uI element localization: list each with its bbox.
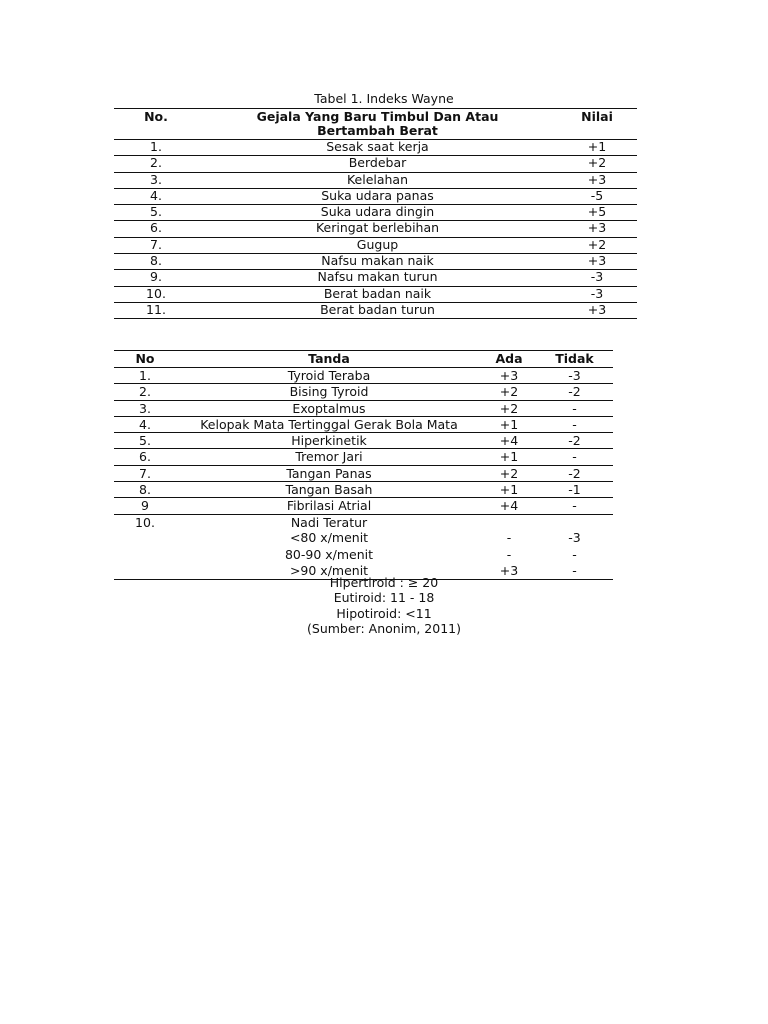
table-cell: - — [506, 530, 512, 546]
table-cell: - — [572, 449, 577, 465]
note-eutiroid: Eutiroid: 11 - 18 — [333, 590, 435, 606]
table-cell: -5 — [590, 187, 604, 203]
table1-header-gejala: Gejala Yang Baru Timbul Dan Atau Bertambah Berat — [256, 109, 499, 138]
table-row — [114, 237, 637, 253]
table-cell: 3. — [139, 400, 151, 416]
table-cell: Nafsu makan turun — [317, 269, 438, 285]
table-cell: +1 — [499, 482, 519, 498]
table-cell: Kelelahan — [346, 171, 409, 187]
table-row — [114, 140, 637, 156]
table-cell: +3 — [499, 368, 519, 383]
table-cell: +3 — [587, 220, 607, 236]
table-cell: 80-90 x/menit — [284, 546, 374, 562]
table-row — [114, 188, 637, 204]
table-cell: >90 x/menit — [289, 563, 369, 579]
signs-table — [114, 350, 613, 580]
table-cell: Tangan Panas — [286, 465, 372, 481]
table-cell: Tremor Jari — [295, 449, 363, 465]
table-row — [114, 205, 637, 221]
table-cell — [536, 514, 613, 530]
table-cell: 6. — [139, 449, 151, 465]
table-cell: +1 — [587, 139, 607, 154]
table-cell: +2 — [587, 236, 607, 252]
table-cell: Sesak saat kerja — [326, 139, 429, 154]
table-cell: 10. — [135, 514, 155, 530]
table-cell: Fibrilasi Atrial — [286, 498, 372, 514]
table-cell: +3 — [499, 563, 519, 579]
table-row — [114, 254, 637, 270]
note-hipertiroid: Hipertiroid : ≥ 20 — [329, 575, 439, 590]
table-cell — [114, 547, 176, 563]
table-cell: 7. — [150, 236, 162, 252]
table2-header-ada: Ada — [495, 351, 523, 366]
table-cell: Berat badan naik — [323, 285, 432, 301]
table2-header-no: No — [135, 351, 155, 366]
table-row — [114, 221, 637, 237]
note-hipotiroid: Hipotiroid: <11 — [336, 605, 432, 621]
table-cell: +3 — [587, 301, 607, 317]
table-cell: 2. — [150, 155, 162, 171]
table-cell: +2 — [499, 465, 519, 481]
table-cell: +4 — [499, 498, 519, 514]
table1-header-nilai: Nilai — [581, 109, 613, 124]
table-cell: 10. — [146, 285, 166, 301]
table2-header-tidak: Tidak — [555, 351, 594, 366]
table-cell: - — [572, 416, 577, 432]
table-cell: 5. — [139, 433, 151, 449]
table-cell: -2 — [568, 384, 581, 400]
table-cell: 8. — [139, 482, 151, 498]
table-cell: Suka udara dingin — [320, 204, 435, 220]
table-cell: 6. — [150, 220, 162, 236]
table-cell: 7. — [139, 465, 151, 481]
table-cell: Suka udara panas — [321, 187, 434, 203]
table2-header-row — [114, 351, 613, 368]
table-cell: -3 — [590, 269, 604, 285]
table-row — [114, 433, 613, 449]
table-cell: Tyroid Teraba — [287, 368, 371, 383]
table-cell: -3 — [590, 285, 604, 301]
table-cell: +2 — [499, 384, 519, 400]
table-cell: 4. — [150, 187, 162, 203]
table-cell: 9 — [141, 498, 149, 514]
table1-caption: Tabel 1. Indeks Wayne — [314, 91, 454, 106]
table-cell: 5. — [150, 204, 162, 220]
table-row — [114, 400, 613, 416]
table-cell: +2 — [499, 400, 519, 416]
table-row — [114, 416, 613, 432]
table-cell: +2 — [587, 155, 607, 171]
table-cell: Kelopak Mata Tertinggal Gerak Bola Mata — [200, 416, 458, 432]
table-cell: -2 — [568, 433, 581, 449]
table-cell: - — [572, 498, 577, 514]
table-cell: +3 — [587, 171, 607, 187]
table-cell: Hiperkinetik — [291, 433, 367, 449]
table-row — [114, 482, 613, 498]
table-cell — [114, 530, 176, 546]
table-row — [114, 302, 637, 318]
table-cell: +1 — [499, 416, 519, 432]
table-cell: Exoptalmus — [292, 400, 366, 416]
table-cell: 8. — [150, 253, 162, 269]
table-cell: 2. — [139, 384, 151, 400]
table-cell: - — [572, 563, 577, 579]
table-row — [114, 156, 637, 172]
table-cell: - — [572, 400, 577, 416]
table-cell: Berdebar — [348, 155, 407, 171]
table-cell: -2 — [568, 465, 581, 481]
table-row — [114, 498, 613, 514]
table-cell: Tangan Basah — [285, 482, 373, 498]
table-cell: Berat badan turun — [320, 301, 435, 317]
table-cell — [482, 514, 536, 530]
table-cell: 1. — [150, 139, 162, 154]
table1-header-row — [114, 109, 637, 140]
table-cell: +1 — [499, 449, 519, 465]
table-cell: 3. — [150, 171, 162, 187]
table-cell: +5 — [587, 204, 607, 220]
table-cell: -3 — [568, 368, 581, 383]
table-cell: +3 — [587, 253, 607, 269]
table1-header-no: No. — [144, 109, 168, 124]
table-cell: Bising Tyroid — [289, 384, 369, 400]
table-cell: Gugup — [356, 236, 399, 252]
table-cell: +4 — [499, 433, 519, 449]
table-row — [114, 449, 613, 465]
table-cell: 9. — [150, 269, 162, 285]
table-row — [114, 514, 613, 530]
table-cell: 11. — [146, 301, 166, 317]
table-row — [114, 172, 637, 188]
table-cell: Nadi Teratur — [290, 514, 368, 530]
score-notes — [0, 575, 768, 636]
wayne-index-table — [114, 108, 637, 319]
table2-header-tanda: Tanda — [308, 351, 350, 366]
table-cell: 4. — [139, 416, 151, 432]
table-cell: Keringat berlebihan — [315, 220, 440, 236]
table-row — [114, 465, 613, 481]
table-cell: <80 x/menit — [289, 530, 369, 546]
note-source: (Sumber: Anonim, 2011) — [307, 620, 461, 636]
table-row — [114, 384, 613, 400]
table-row — [114, 270, 637, 286]
table-cell: -1 — [568, 482, 581, 498]
table-row — [114, 368, 613, 384]
table-cell: 1. — [139, 368, 151, 383]
table-row — [114, 286, 637, 302]
table-cell: Nafsu makan naik — [321, 253, 434, 269]
table-cell: - — [572, 546, 577, 562]
table-row — [114, 547, 613, 563]
table-row — [114, 530, 613, 546]
table-cell: - — [506, 546, 512, 562]
table-cell: -3 — [568, 530, 581, 546]
